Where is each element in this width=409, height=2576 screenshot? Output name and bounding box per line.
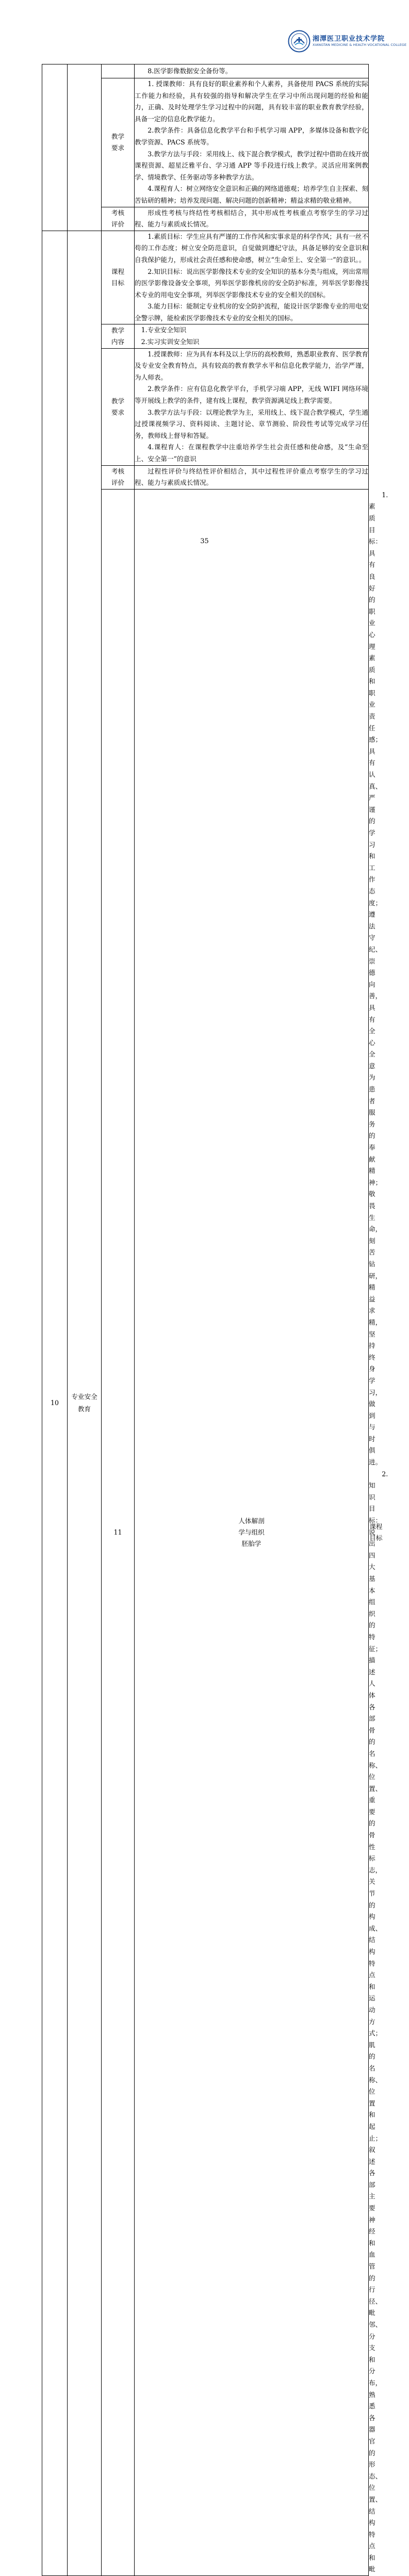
course-number-cell: 10 bbox=[42, 231, 68, 2575]
curriculum-table bbox=[42, 64, 388, 2576]
content-cell bbox=[135, 465, 369, 489]
content-paragraph: 2.知识目标：说出医学影像技术专业的安全知识的基本分类与组成，列出常用的医学影像设备安全事项，列举医学影像机房的安全防护标准，列举医学影像技术专业的用电安全事项，列举医学影像技术专业的安全相关的国标。 bbox=[135, 267, 368, 299]
content-item: 1.专业安全知识 bbox=[141, 326, 187, 334]
course-name-cell bbox=[135, 489, 369, 2575]
school-logo bbox=[288, 30, 407, 53]
table-row: 11 人体解剖学与组织胚胎学 课程目标 1.素质目标：具有良好的职业心理素质和职业责任感；具有认真、严谨的学习和工作态度；遵法守纪、崇德向善，具有全心全意为患者服务的奉献精神；敬畏生命，刻苦钻研，精益求精，坚持终身学习，做到与时俱进。 2.知识目标：说出四大基本组织的特征；描述人体各部骨的名称、位置、重要的骨性标志，关节的构成、结构特点和运动方式；肌的名称、位置和起止；叙述各部主要神经和血管的行径、毗邻、分支和分布，熟悉各器官的形态、位置、结构特点和毗 bbox=[42, 489, 369, 2575]
course-number-cell: 11 bbox=[102, 489, 135, 2575]
category-label: 课程目标 bbox=[111, 268, 125, 287]
category-cell bbox=[102, 78, 135, 207]
content-paragraph: 2.教学条件：应有信息化教学平台，手机学习端 APP，无线 WIFI 网络环境等开展线上教学的条件，建有线上课程，教学资源满足线上教学需要。 bbox=[135, 385, 368, 405]
category-cell bbox=[102, 465, 135, 489]
content-cell bbox=[135, 207, 369, 231]
category-label: 考核评价 bbox=[111, 209, 125, 229]
category-label: 考核评价 bbox=[111, 467, 125, 487]
category-cell bbox=[102, 64, 135, 78]
category-label: 教学内容 bbox=[111, 327, 125, 346]
category-label: 教学要求 bbox=[111, 397, 125, 416]
content-paragraph: 4.课程育人：树立网络安全意识和正确的网络道德观；培养学生自主探索、刻苦钻研的精神；培养发现问题、解决问题的创新精神；精益求精的敬业精神。 bbox=[135, 185, 368, 204]
content-paragraph: 1. 授课教师：具有良好的职业素养和个人素养，具备使用 PACS 系统的实际工作能力和经验，具有较强的指导和解决学生在学习中所出现问题的经验和能力，正确、及时处理学生学习过程中的问题，具有较丰富的职业教育教学经验，具备一定的信息化教学能力。 bbox=[135, 80, 368, 123]
category-cell bbox=[102, 324, 135, 348]
category-label: 教学要求 bbox=[111, 133, 125, 152]
content-paragraph: 4.课程育人：在课程教学中注重培养学生社会责任感和使命感，及“生命至上、安全第一”的意识 bbox=[135, 443, 368, 463]
school-name-cn: 湘潭医卫职业技术学院 bbox=[313, 35, 385, 43]
content-cell bbox=[135, 348, 369, 465]
school-name-en: XIANGTAN MEDICINE & HEALTH VOCATIONAL COLLEGE bbox=[313, 43, 407, 47]
table-row bbox=[42, 64, 369, 78]
content-cell bbox=[135, 78, 369, 207]
content-paragraph: 3.教学方法与手段：以理论教学为主，采用线上、线下混合教学模式，学生通过授课视频学习、资料阅读、主题讨论、章节测验、阶段性考试等完成学习任务，教师线上督导和答疑。 bbox=[135, 408, 368, 439]
content-paragraph: 8.医学影像数据安全备份等。 bbox=[148, 67, 232, 75]
content-paragraph: 3.教学方法与手段：采用线上、线下混合教学模式，教学过程中借助在线开放课程资源、超星泛雅平台、学习通 APP 等手段进行线上教学。灵活应用案例教学、情境教学、任务驱动等多种教学方法。 bbox=[135, 150, 368, 181]
content-cell bbox=[135, 324, 369, 348]
category-cell bbox=[102, 348, 135, 465]
course-name-cell bbox=[68, 231, 102, 2575]
course-name-cell bbox=[68, 64, 102, 231]
category-label: 课程目标 bbox=[369, 1522, 383, 1542]
course-name: 人体解剖学与组织胚胎学 bbox=[238, 1517, 265, 1547]
content-paragraph: 3.能力目标：能制定专业机房的安全防护流程，能设计医学影像专业的用电安全警示牌，能检索医学影像技术专业的安全相关的国标。 bbox=[135, 302, 368, 322]
content-paragraph: 过程性评价与终结性评价相结合，其中过程性评价重点考察学生的学习过程、能力与素质成长情况。 bbox=[135, 467, 368, 487]
page-number: 35 bbox=[200, 537, 209, 545]
content-paragraph: 1.素质目标：学生应具有严谨的工作作风和实事求是的科学作风；具有一丝不苟的工作态度；树立安全防范意识，自觉做到遵纪守法，具备足够的安全意识和自我保护能力，形成社会责任感和使命感，树立“生命至上、安全第一”的意识。。 bbox=[135, 232, 368, 264]
content-paragraph: 2.教学条件：具备信息化教学平台和手机学习端 APP，多媒体设备和数字化教学资源、PACS 系统等。 bbox=[135, 126, 368, 146]
course-number-cell bbox=[42, 64, 68, 231]
content-cell bbox=[135, 231, 369, 324]
category-cell bbox=[102, 231, 135, 324]
content-paragraph: 形成性考核与终结性考核相结合，其中形成性考核重点考察学生的学习过程、能力与素质成长情况。 bbox=[135, 208, 368, 229]
content-item: 2.实习实训安全知识 bbox=[141, 338, 200, 346]
school-emblem-icon bbox=[288, 30, 310, 53]
content-cell bbox=[135, 64, 369, 78]
course-name: 专业安全教育 bbox=[71, 1393, 97, 1413]
content-paragraph: 1.授课教师：应为具有本科及以上学历的高校教师，熟悉职业教育、医学教育及专业安全教育特点，具有较高的教育教学水平和信息化教学能力，治学严谨，为人师表。 bbox=[135, 350, 368, 381]
category-cell bbox=[102, 207, 135, 231]
table-row bbox=[42, 231, 369, 324]
